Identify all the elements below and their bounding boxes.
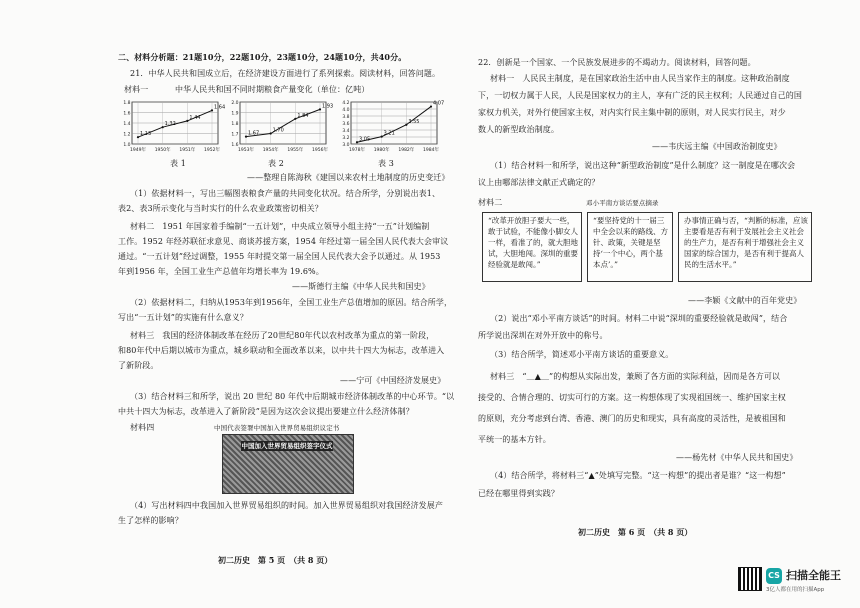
y-tick-label: 3.6 bbox=[342, 121, 350, 127]
material2-line-4: 年到1956 年，全国工业生产总值年均增长率为 19.6%。 bbox=[118, 267, 324, 276]
quote-box-3 bbox=[678, 212, 812, 282]
material1-label: 材料一 bbox=[124, 85, 149, 94]
x-tick-label: 1984年 bbox=[423, 148, 439, 153]
r-q1-line-b: 议上由哪部法律文献正式确定的？ bbox=[478, 178, 600, 187]
source-2: ——斯德行主编《中华人民共和国史》 bbox=[292, 282, 430, 291]
r-material2-label: 材料二 bbox=[478, 198, 503, 207]
data-point bbox=[137, 136, 139, 138]
x-tick-label: 1956年 bbox=[312, 148, 328, 153]
y-tick-label: 3.0 bbox=[342, 142, 350, 148]
photo-banner: 中国加入世界贸易组织签字仪式 bbox=[241, 442, 333, 450]
x-tick-label: 1980年 bbox=[373, 148, 390, 153]
material4-caption: 中国代表签署中国加入世界贸易组织议定书 bbox=[214, 424, 340, 432]
x-tick-label: 1952年 bbox=[204, 148, 220, 153]
data-label: 1.13 bbox=[140, 131, 152, 138]
q1-line-b: 表2、表3所示变化与当时实行的什么农业政策密切相关？ bbox=[118, 204, 323, 213]
quote-box-3-text: 办事情正确与否，“判断的标准，应该主要看是否有利于发展社会主义社会的生产力，是否有利于增强社会主义国家的综合国力，是否有利于提高人民的生活水平。” bbox=[684, 216, 808, 269]
scanner-brand: 扫描全能王 bbox=[786, 569, 841, 582]
data-label: 3.05 bbox=[359, 136, 371, 143]
q1-line-a: （1）依据材料一，写出三幅图表粮食产量的共同变化状况。结合所学，分别说出表1、 bbox=[130, 189, 441, 198]
cs-logo-icon: CS bbox=[766, 568, 782, 584]
material2-line-1: 材料二 1951 年国家着手编制“一五计划”，中央成立领导小组主持“一五”计划编制 bbox=[130, 222, 430, 231]
x-tick-label: 1950年 bbox=[154, 148, 171, 153]
r-q1-line-a: （1）结合材料一和所学，说出这种“新型政治制度”是什么制度？这一制度是在哪次会 bbox=[490, 161, 796, 170]
data-point bbox=[270, 132, 272, 134]
y-tick-label: 4.0 bbox=[342, 107, 350, 113]
quote-box-1-text: “改革开放胆子要大一些，敢于试验，不能像小脚女人一样，看准了的，就大胆地试，大胆地闯。深圳的重要经验就是敢闯。” bbox=[488, 216, 578, 269]
r-material2-caption: 邓小平南方谈话要点摘录 bbox=[586, 199, 659, 207]
chart-svg bbox=[339, 98, 445, 154]
q22-intro: 22．创新是一个国家、一个民族发展进步的不竭动力。阅读材料，回答问题。 bbox=[478, 58, 756, 67]
r-q4-line-a: （4）结合所学，将材料三“▲”处填写完整。“这一构想”的提出者是谁？“这一构想” bbox=[490, 471, 786, 480]
x-tick-label: 1978年 bbox=[349, 148, 365, 153]
table-label-1: 表 1 bbox=[170, 159, 186, 168]
r-q2-line-b: 所学说出深圳在对外开放中的称号。 bbox=[478, 331, 608, 340]
y-tick-label: 1.8 bbox=[231, 121, 239, 127]
y-tick-label: 1.0 bbox=[123, 142, 131, 148]
material4-label: 材料四 bbox=[130, 423, 155, 432]
x-tick-label: 1953年 bbox=[238, 148, 254, 153]
data-point bbox=[211, 109, 213, 111]
data-label: 1.70 bbox=[272, 127, 284, 134]
r-source-3: ——杨先材《中华人民共和国史》 bbox=[676, 453, 798, 462]
y-tick-label: 3.8 bbox=[342, 114, 350, 120]
table-label-3: 表 3 bbox=[378, 159, 394, 168]
material3-line-1: 材料三 我国的经济体制改革在经历了20世纪80年代以农村改革为重点的第一阶段， bbox=[130, 331, 435, 340]
q4-line-a: （4）写出材料四中我国加入世界贸易组织的时间。加入世界贸易组织对我国经济发展产 bbox=[130, 501, 443, 510]
r-material1-line-2: 下，一切权力属于人民，人民是国家权力的主人，享有广泛的民主权利；人民通过自己的国 bbox=[478, 91, 802, 100]
data-label: 3.21 bbox=[383, 130, 395, 137]
table-label-2: 表 2 bbox=[268, 159, 284, 168]
r-source-2: ——李颖《文献中的百年党史》 bbox=[688, 296, 802, 305]
section-header: 二、材料分析题：21题10分，22题10分，23题10分，24题10分，共40分。 bbox=[118, 52, 407, 62]
y-tick-label: 1.7 bbox=[231, 132, 239, 138]
r-q3: （3）结合所学，简述邓小平南方谈话的重要意义。 bbox=[490, 350, 674, 359]
material2-line-2: 工作。1952 年经苏联征求意见、商谈苏援方案，1954 年经过第一届全国人民代表大会审议 bbox=[118, 237, 449, 246]
page-footer-right: 初二历史 第 6 页 （共 8 页） bbox=[578, 527, 693, 537]
material3-line-2: 和80年代中后期以城市为重点，城乡联动和全面改革以来，以中共十四大为标志，改革进入 bbox=[118, 346, 445, 355]
x-tick-label: 1982年 bbox=[398, 148, 415, 153]
data-point bbox=[430, 105, 432, 107]
data-point bbox=[356, 141, 358, 143]
chart-table-3 bbox=[339, 98, 445, 154]
scanner-tagline: 3亿人都在用的扫描App bbox=[766, 587, 825, 593]
data-label: 1.64 bbox=[214, 104, 226, 111]
qr-code-icon bbox=[738, 567, 762, 591]
chart-table-2 bbox=[228, 98, 334, 154]
source-1: ——整理自陈海秋《建国以来农村土地制度的历史变迁》 bbox=[247, 173, 450, 182]
quote-box-1 bbox=[482, 212, 582, 282]
source-3: ——宁可《中国经济发展史》 bbox=[340, 376, 446, 385]
y-tick-label: 2.0 bbox=[231, 100, 239, 106]
y-tick-label: 3.2 bbox=[342, 135, 350, 141]
r-material3-line-1: 材料三 “＿▲＿”的构想从实际出发，兼顾了各方面的实际利益，因而是各方可以 bbox=[490, 372, 781, 381]
data-label: 1.84 bbox=[297, 112, 309, 119]
data-point bbox=[381, 136, 383, 138]
r-q4-line-b: 已经在哪里得到实践？ bbox=[478, 489, 559, 498]
y-tick-label: 3.4 bbox=[342, 128, 350, 134]
data-label: 3.55 bbox=[408, 118, 420, 125]
data-point bbox=[319, 108, 321, 110]
q2-line-b: 写出“一五计划”的实施有什么意义？ bbox=[118, 313, 248, 322]
x-tick-label: 1949年 bbox=[130, 148, 146, 153]
q4-line-b: 生了怎样的影响？ bbox=[118, 516, 183, 525]
data-point bbox=[162, 126, 164, 128]
scanner-logo bbox=[762, 566, 852, 598]
page-footer-left: 初二历史 第 5 页 （共 8 页） bbox=[218, 555, 333, 565]
x-tick-label: 1954年 bbox=[262, 148, 279, 153]
data-label: 1.93 bbox=[322, 103, 334, 110]
x-tick-label: 1955年 bbox=[287, 148, 304, 153]
q2-line-a: （2）依据材料二，归纳从1953年到1956年，全国工业生产总值增加的原因。结合所学， bbox=[130, 298, 453, 307]
chart-svg bbox=[228, 98, 334, 154]
y-tick-label: 1.4 bbox=[123, 121, 131, 127]
q3-line-b: 中共十四大为标志，改革进入了新阶段”是因为这次会议提出要建立什么经济体制？ bbox=[118, 407, 414, 416]
y-tick-label: 1.2 bbox=[123, 132, 131, 138]
x-tick-label: 1951年 bbox=[179, 148, 196, 153]
data-label: 1.32 bbox=[164, 121, 176, 128]
q3-line-a: （3）结合材料三和所学，说出 20 世纪 80 年代中后期城市经济体制改革的中心环节。“以 bbox=[130, 392, 455, 401]
r-material3-line-3: 的原则，充分考虑到台湾、香港、澳门的历史和现实，具有高度的灵活性，是被祖国和 bbox=[478, 414, 786, 423]
quote-box-2 bbox=[587, 212, 673, 282]
data-point bbox=[294, 118, 296, 120]
y-tick-label: 1.6 bbox=[123, 111, 131, 117]
chart-title: 中华人民共和国不同时期粮食产量变化（单位：亿吨） bbox=[175, 85, 370, 94]
chart-table-1 bbox=[120, 98, 226, 154]
data-point bbox=[405, 124, 407, 126]
data-point bbox=[245, 136, 247, 138]
y-tick-label: 4.2 bbox=[342, 100, 350, 106]
data-label: 1.44 bbox=[189, 114, 201, 121]
q21-intro: 21．中华人民共和国成立后，在经济建设方面进行了系列探索。阅读材料，回答问题。 bbox=[130, 69, 441, 78]
data-label: 4.07 bbox=[433, 100, 445, 107]
quote-box-2-text: “要坚持党的十一届三中全会以来的路线、方针、政策，关键是坚持‘一个中心，两个基本点’。” bbox=[593, 216, 668, 269]
wto-signing-photo bbox=[222, 434, 354, 494]
y-tick-label: 1.9 bbox=[231, 111, 239, 117]
material3-line-3: 了新阶段。 bbox=[118, 361, 159, 370]
y-tick-label: 1.6 bbox=[231, 142, 239, 148]
r-source-1: ——韦庆远主编《中国政治制度史》 bbox=[652, 142, 782, 151]
r-material3-line-2: 接受的、合情合理的、切实可行的方案。这一构想体现了实现祖国统一、维护国家主权 bbox=[478, 393, 786, 402]
data-label: 1.67 bbox=[248, 130, 260, 137]
r-material1-line-3: 家权力机关，对外行使国家主权，对内实行民主集中制的原则，对人民实行民主，对少 bbox=[478, 108, 786, 117]
r-material1-line-1: 材料一 人民民主制度，是在国家政治生活中由人民当家作主的制度。这种政治制度 bbox=[490, 74, 790, 83]
r-material3-line-4: 平统一的基本方针。 bbox=[478, 435, 551, 444]
chart-svg bbox=[120, 98, 226, 154]
material2-line-3: 通过。“一五计划”经过调整，1955 年时提交第一届全国人民代表大会予以通过。从 1953 bbox=[118, 252, 441, 261]
data-point bbox=[186, 120, 188, 122]
y-tick-label: 1.8 bbox=[123, 100, 131, 106]
r-q2-line-a: （2）说出“邓小平南方谈话”的时间。材料二中说“深圳的重要经验就是敢闯”，结合 bbox=[490, 314, 788, 323]
r-material1-line-4: 数人的新型政治制度。 bbox=[478, 125, 559, 134]
